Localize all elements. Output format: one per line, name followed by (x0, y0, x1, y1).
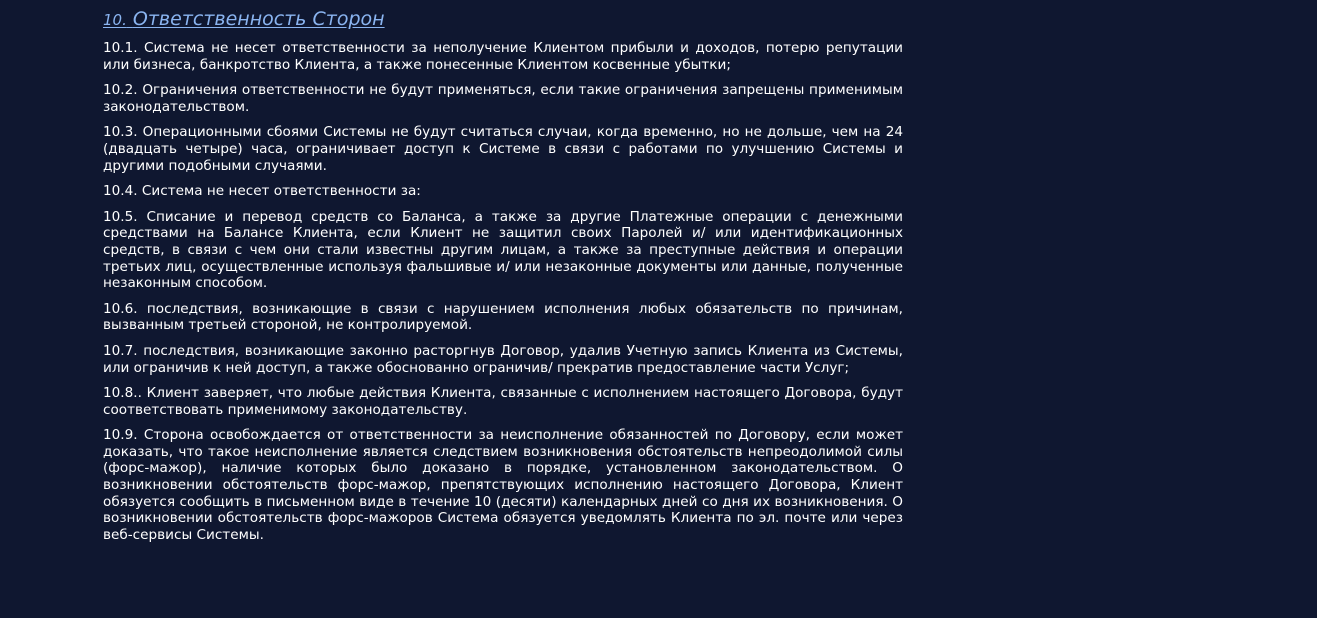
section-title: Ответственность Сторон (132, 8, 385, 30)
clause-10-1: 10.1. Система не несет ответственности за неполучение Клиентом прибыли и доходов, потерю репутации или бизнеса, банкротство Клиента, а также понесенные Клиентом косвенные убытки; (103, 40, 903, 73)
clause-10-2: 10.2. Ограничения ответственности не будут применяться, если такие ограничения запрещены применимым законодательством. (103, 82, 903, 115)
clause-10-7: 10.7. последствия, возникающие законно расторгнув Договор, удалив Учетную запись Клиента из Системы, или ограничив к ней доступ, а также обоснованно ограничив/ прекратив предоставление части Услуг; (103, 342, 903, 376)
section-heading (103, 8, 903, 31)
clause-10-6: 10.6. последствия, возникающие в связи с нарушением исполнения любых обязательств по причинам, вызванным третьей стороной, не контролируемой. (103, 300, 903, 334)
clause-10-4: 10.4. Система не несет ответственности за: (103, 183, 421, 200)
terms-section (103, 8, 903, 552)
clause-10-3: 10.3. Операционными сбоями Системы не будут считаться случаи, когда временно, но не дольше, чем на 24 (двадцать четыре) часа, ограничивает доступ к Системе в связи с работами по улучшению Системы и другими подобными случаями. (103, 124, 903, 174)
clause-10-5: 10.5. Списание и перевод средств со Баланса, а также за другие Платежные операции с денежными средствами на Балансе Клиента, если Клиент не защитил своих Паролей и/ или идентификационных средств, в связи с чем они стали известны другим лицам, а также за преступные действия и операции третьих лиц, осуществленные используя фальшивые и/ или незаконные документы или данные, полученные незаконным способом. (103, 208, 903, 292)
clause-10-9: 10.9. Сторона освобождается от ответственности за неисполнение обязанностей по Договору, если может доказать, что такое неисполнение является следствием возникновения обстоятельств непреодолимой силы (форс-мажор), наличие которых было доказано в порядке, установленном законодательством. О возникновении обстоятельств форс-мажор, препятствующих исполнению настоящего Договора, Клиент обязуется сообщить в письменном виде в течение 10 (десяти) календарных дней со дня их возникновения. О возникновении обстоятельств форс-мажоров Система обязуется уведомлять Клиента по эл. почте или через веб-сервисы Системы. (103, 427, 903, 543)
clause-10-8: 10.8.. Клиент заверяет, что любые действия Клиента, связанные с исполнением настоящего Договора, будут соответствовать применимому законодательству. (103, 385, 903, 418)
section-number: 10. (103, 11, 127, 29)
